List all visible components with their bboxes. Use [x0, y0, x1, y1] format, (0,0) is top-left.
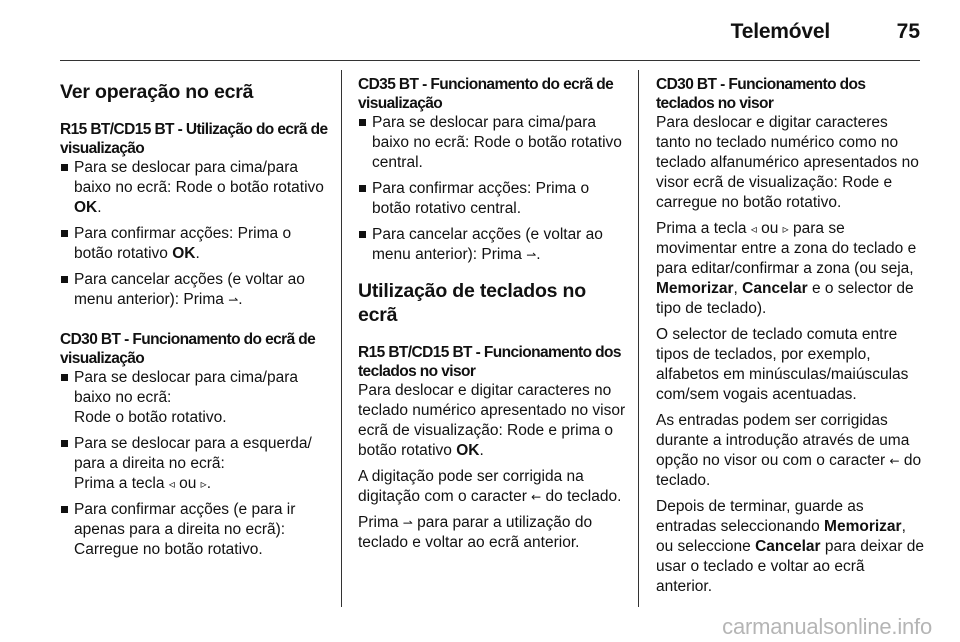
- back-icon: ⇀: [526, 248, 537, 262]
- column-3: [656, 75, 924, 603]
- column-1: [60, 75, 328, 566]
- list-item: Para confirmar acções: Prima o botão rotativo OK.: [60, 224, 328, 264]
- list-item: Para se deslocar para cima/para baixo no ecrã: Rode o botão rotativo central.: [358, 113, 626, 173]
- header-title: Telemóvel: [730, 20, 830, 43]
- bullet-list: [358, 113, 626, 265]
- left-arrow-icon: ◃: [750, 222, 757, 236]
- column-divider-1: [341, 70, 342, 607]
- list-item: Para se deslocar para a esquerda/ para a direita no ecrã: Prima a tecla ◃ ou ▹.: [60, 434, 328, 494]
- list-item: Para confirmar acções: Prima o botão rotativo central.: [358, 179, 626, 219]
- subsection-title: R15 BT/CD15 BT - Funcionamento dos teclados no visor: [358, 344, 621, 380]
- list-item: Para se deslocar para cima/para baixo no ecrã: Rode o botão rotativo.: [60, 368, 328, 428]
- list-item: Para cancelar acções (e voltar ao menu anterior): Prima ⇀.: [358, 225, 626, 265]
- section-heading: Utilização de teclados no ecrã: [358, 280, 586, 326]
- back-icon: ⇀: [228, 293, 239, 307]
- paragraph: Prima a tecla ◃ ou ▹ para se movimentar entre a zona do teclado e para editar/confirmar a zona (ou seja, Memorizar, Cancelar e o selector de tipo de teclado).: [656, 220, 917, 317]
- list-item: Para se deslocar para cima/para baixo no ecrã: Rode o botão rotativo OK.: [60, 158, 328, 218]
- paragraph: Para deslocar e digitar caracteres no teclado numérico apresentado no visor ecrã de visualização: Rode e prima o botão rotativo OK.: [358, 382, 626, 459]
- right-arrow-icon: ▹: [200, 477, 207, 491]
- column-2: [358, 75, 626, 559]
- watermark: carmanualsonline.info: [722, 614, 932, 639]
- paragraph: As entradas podem ser corrigidas durante a introdução através de uma opção no visor ou com o caracter ← do teclado.: [656, 412, 922, 489]
- subsection-title: CD35 BT - Funcionamento do ecrã de visualização: [358, 76, 614, 112]
- list-item: Para cancelar acções (e voltar ao menu anterior): Prima ⇀.: [60, 270, 328, 310]
- list-item: Para confirmar acções (e para ir apenas para a direita no ecrã): Carregue no botão rotativo.: [60, 500, 328, 560]
- left-arrow-icon: ◃: [168, 477, 175, 491]
- paragraph: Depois de terminar, guarde as entradas seleccionando Memorizar, ou seleccione Cancelar para deixar de usar o teclado e voltar ao ecrã anterior.: [656, 498, 924, 595]
- bullet-list: [60, 158, 328, 310]
- back-icon: ⇀: [402, 516, 413, 530]
- subsection-title: R15 BT/CD15 BT - Utilização do ecrã de visualização: [60, 121, 328, 157]
- backspace-icon: ←: [531, 490, 542, 504]
- section-heading: Ver operação no ecrã: [60, 81, 254, 103]
- backspace-icon: ←: [889, 454, 900, 468]
- page-number: 75: [896, 20, 920, 43]
- paragraph: Para deslocar e digitar caracteres tanto no teclado numérico como no teclado alfanumérico apresentados no visor ecrã de visualização: Rode e carregue no botão rotativo.: [656, 114, 919, 211]
- paragraph: O selector de teclado comuta entre tipos de teclados, por exemplo, alfabetos em minúsculas/maiúsculas com/sem vogais acentuadas.: [656, 326, 909, 403]
- subsection-title: CD30 BT - Funcionamento do ecrã de visualização: [60, 331, 316, 367]
- bullet-list: [60, 368, 328, 560]
- paragraph: A digitação pode ser corrigida na digitação com o caracter ← do teclado.: [358, 468, 622, 505]
- header-rule: [60, 60, 920, 61]
- right-arrow-icon: ▹: [782, 222, 789, 236]
- column-divider-2: [638, 70, 639, 607]
- paragraph: Prima ⇀ para parar a utilização do teclado e voltar ao ecrã anterior.: [358, 514, 593, 551]
- subsection-title: CD30 BT - Funcionamento dos teclados no visor: [656, 76, 866, 112]
